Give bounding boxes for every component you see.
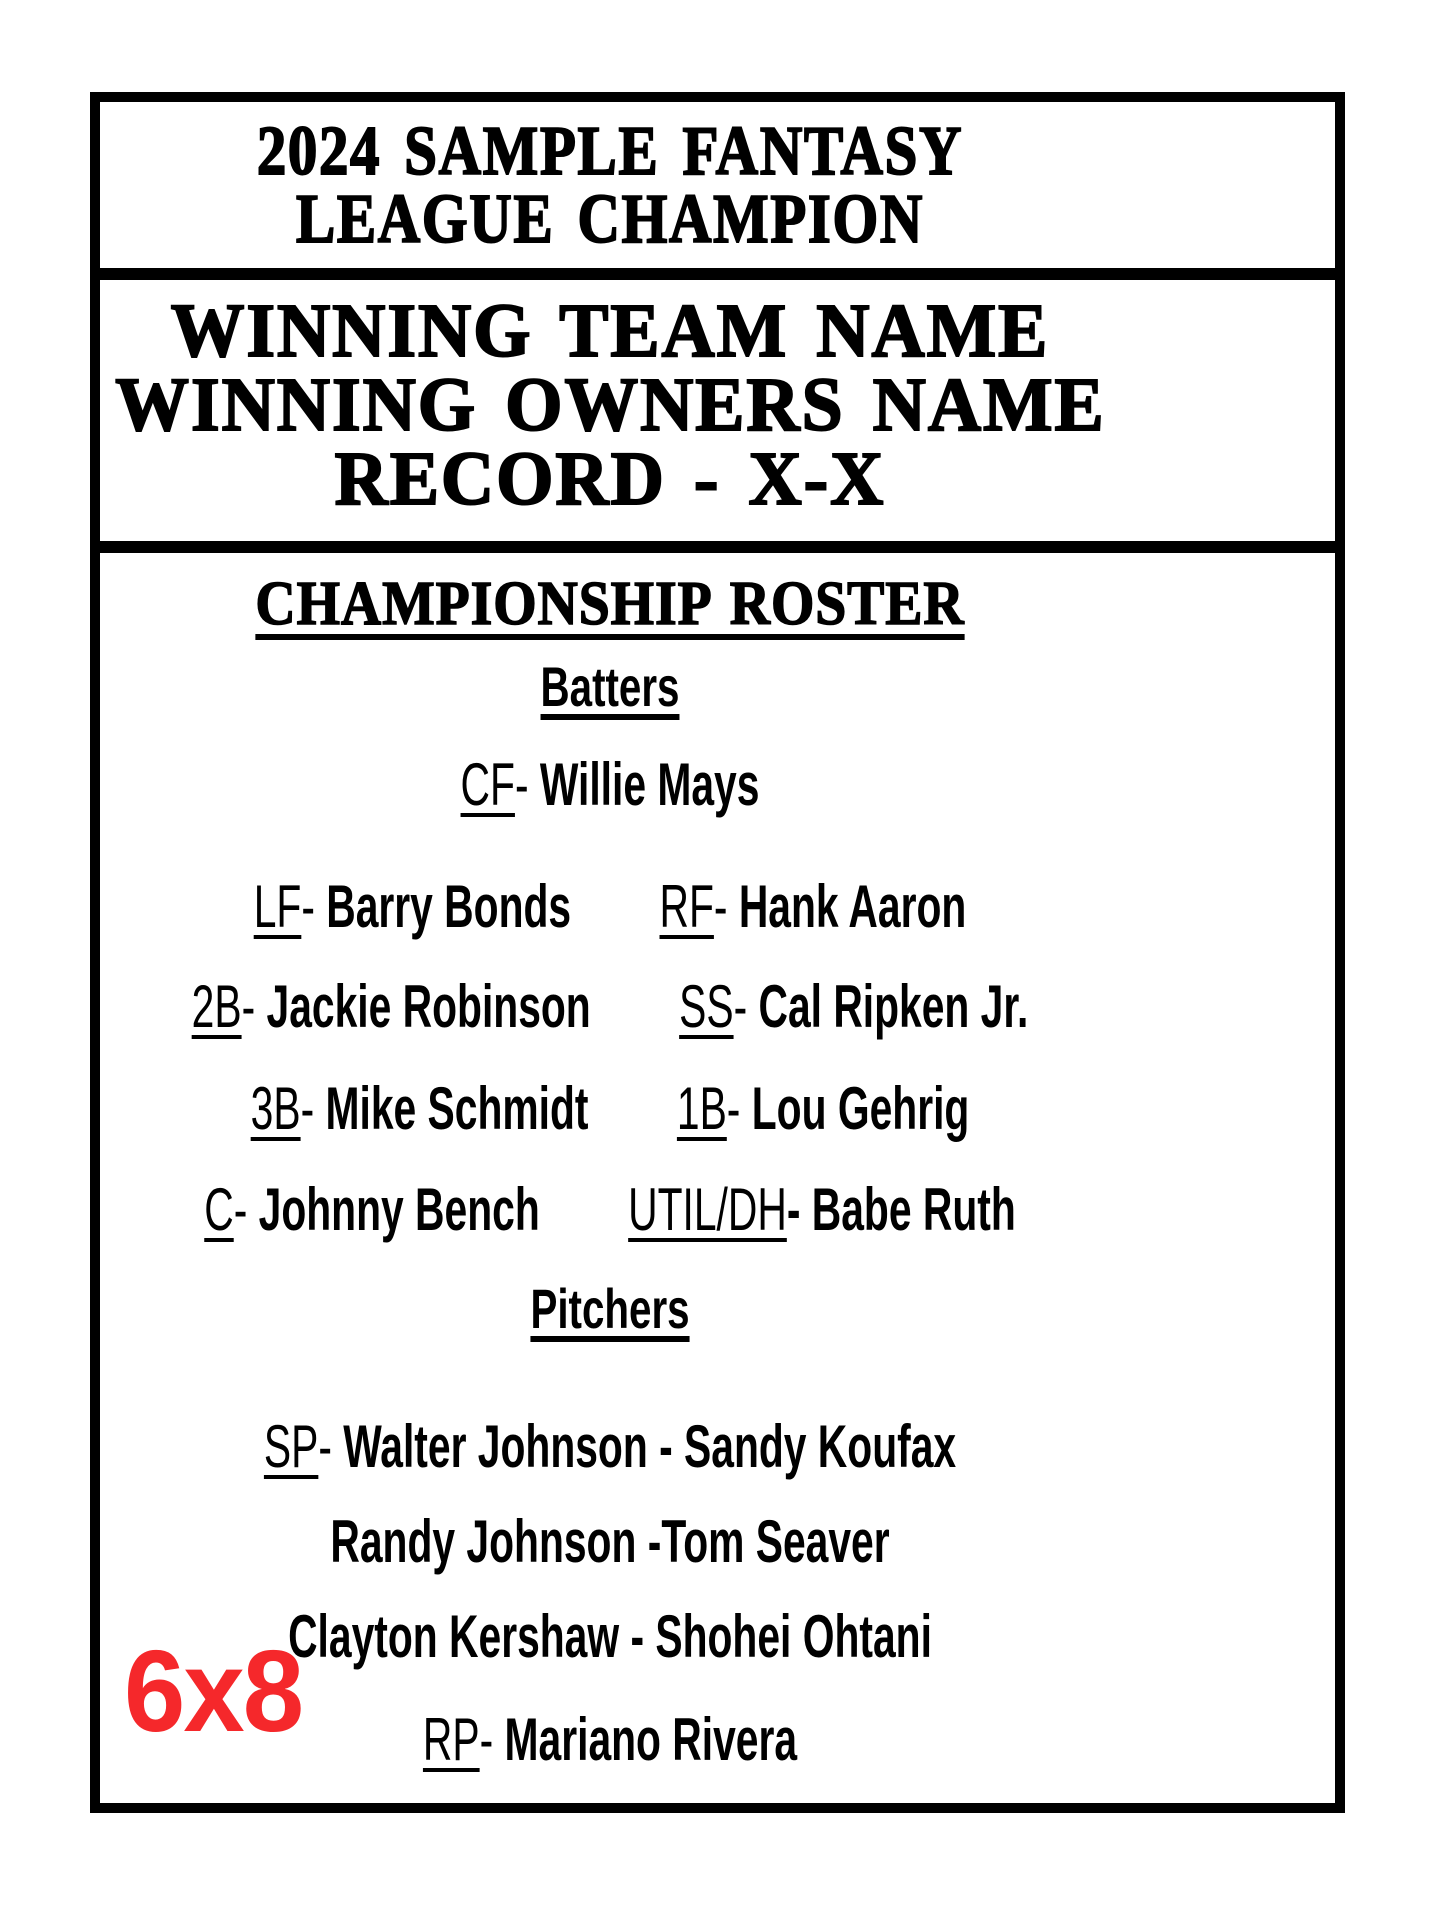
roster-row-sp xyxy=(263,1413,957,1480)
player-name: Johnny Bench xyxy=(258,1176,540,1243)
position-separator: - xyxy=(479,1706,505,1773)
roster-row-cf xyxy=(263,751,957,818)
position-label: LF xyxy=(253,873,302,940)
roster-entry xyxy=(330,1508,890,1575)
player-name: Mariano Rivera xyxy=(504,1706,798,1773)
position-separator: - xyxy=(713,873,739,940)
roster-box xyxy=(100,541,1335,1779)
roster-entry xyxy=(460,751,760,818)
winning-team-name: WINNING TEAM NAME xyxy=(170,289,1050,373)
batters-heading: Batters xyxy=(540,655,680,718)
roster-row-2b-ss xyxy=(191,973,1029,1040)
position-label: RP xyxy=(422,1706,480,1773)
position-label: RF xyxy=(659,873,714,940)
player-name: Randy Johnson -Tom Seaver xyxy=(330,1508,890,1575)
position-separator: - xyxy=(318,1413,344,1480)
roster-row-c-util xyxy=(204,1176,1016,1243)
roster-entry xyxy=(288,1603,932,1670)
roster-entry xyxy=(191,973,591,1040)
position-label: C xyxy=(204,1176,234,1243)
position-label: 1B xyxy=(676,1075,727,1142)
player-name: Hank Aaron xyxy=(738,873,967,940)
roster-row-pitchers-3 xyxy=(263,1603,957,1670)
certificate-frame xyxy=(90,92,1345,1813)
size-tag: 6x8 xyxy=(124,1626,303,1756)
title-box xyxy=(100,102,1335,268)
roster-entry xyxy=(253,873,572,940)
player-name: Mike Schmidt xyxy=(325,1075,589,1142)
player-name: Lou Gehrig xyxy=(751,1075,970,1142)
record-line: RECORD - X-X xyxy=(334,437,886,521)
position-label: SP xyxy=(263,1413,319,1480)
player-name: Barry Bonds xyxy=(326,873,572,940)
position-separator: - xyxy=(514,751,540,818)
player-name: Walter Johnson - Sandy Koufax xyxy=(343,1413,957,1480)
player-name: Cal Ripken Jr. xyxy=(758,973,1029,1040)
roster-entry xyxy=(204,1176,540,1243)
position-label: 3B xyxy=(250,1075,301,1142)
position-label: CF xyxy=(460,751,515,818)
player-name: - Babe Ruth xyxy=(786,1176,1016,1243)
roster-entry xyxy=(422,1706,798,1773)
roster-entry xyxy=(659,873,967,940)
winner-box xyxy=(100,268,1335,541)
roster-row-lf-rf xyxy=(253,873,967,940)
position-separator: - xyxy=(301,873,327,940)
title-line-2: LEAGUE CHAMPION xyxy=(295,181,925,258)
player-name: Willie Mays xyxy=(539,751,760,818)
roster-entry xyxy=(628,1176,1016,1243)
title-line-1: 2024 SAMPLE FANTASY xyxy=(256,113,964,190)
roster-entry xyxy=(263,1413,957,1480)
position-label: SS xyxy=(679,973,734,1040)
position-label: 2B xyxy=(191,973,242,1040)
roster-entry xyxy=(676,1075,970,1142)
roster-row-rp xyxy=(263,1706,957,1773)
position-separator: - xyxy=(733,973,759,1040)
position-label: UTIL/DH xyxy=(628,1176,787,1243)
position-separator: - xyxy=(233,1176,259,1243)
roster-heading: CHAMPIONSHIP ROSTER xyxy=(255,570,965,638)
position-separator: - xyxy=(241,973,267,1040)
pitchers-heading: Pitchers xyxy=(530,1277,690,1340)
roster-row-pitchers-2 xyxy=(263,1508,957,1575)
player-name: Clayton Kershaw - Shohei Ohtani xyxy=(288,1603,932,1670)
position-separator: - xyxy=(300,1075,326,1142)
winning-owners-name: WINNING OWNERS NAME xyxy=(115,363,1106,447)
roster-row-3b-1b xyxy=(250,1075,970,1142)
position-separator: - xyxy=(726,1075,752,1142)
player-name: Jackie Robinson xyxy=(266,973,591,1040)
roster-entry xyxy=(679,973,1029,1040)
roster-entry xyxy=(250,1075,589,1142)
